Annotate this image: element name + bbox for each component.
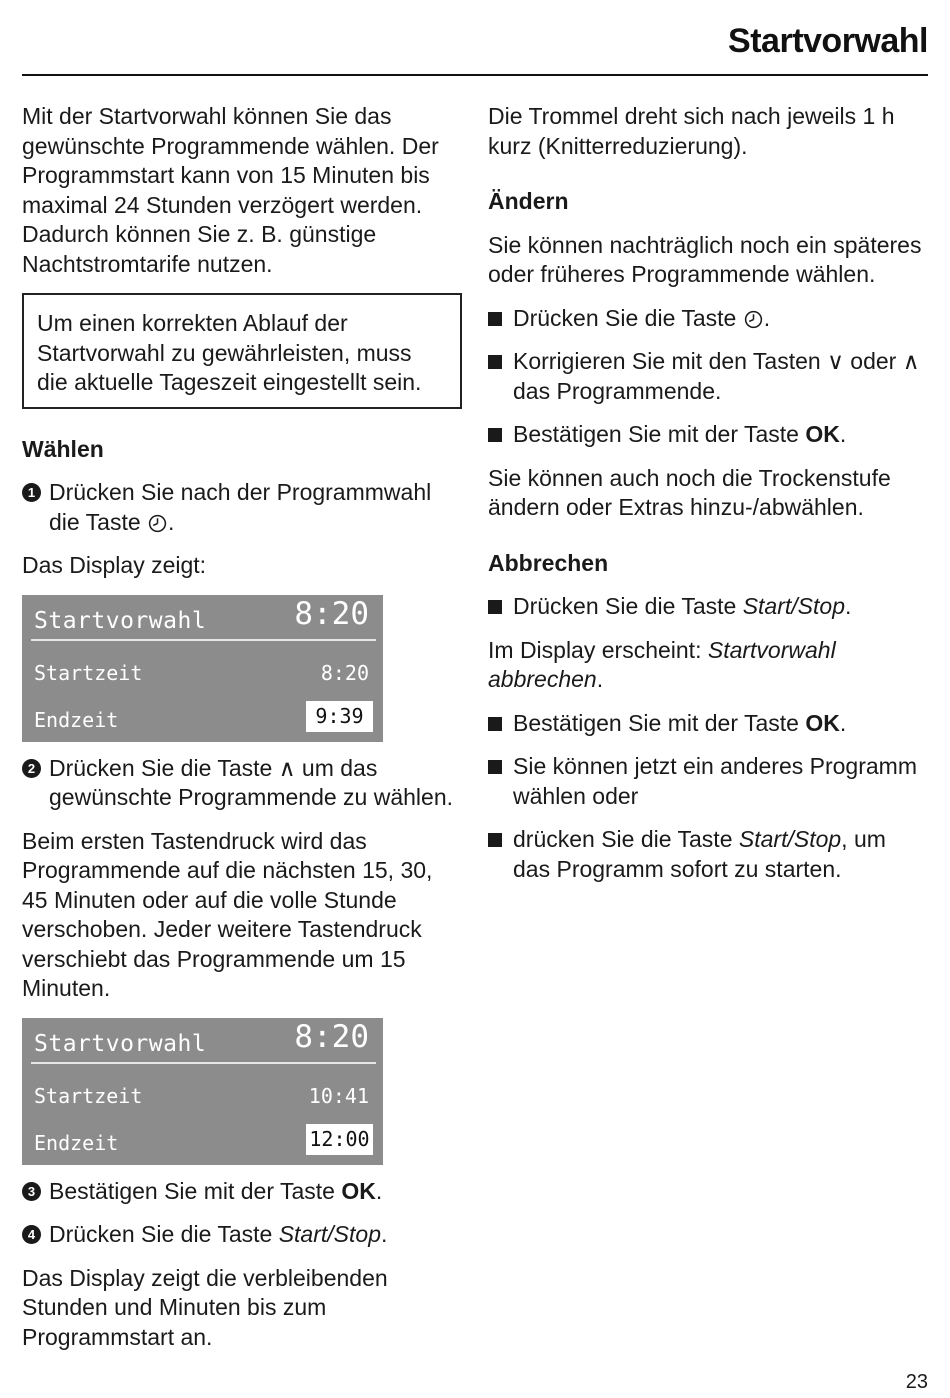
- bullet-square-icon: [488, 833, 502, 847]
- shift-paragraph: Beim ersten Tastendruck wird das Programmende auf die nächsten 15, 30, 45 Minuten oder auf die volle Stunde verschoben. Jeder weitere Tastendruck verschiebt das Programmende um 15 Minuten.: [22, 827, 433, 1001]
- left-column: [22, 102, 462, 1366]
- step-text: Drücken Sie die Taste Start/Stop.: [49, 1221, 388, 1247]
- list-item: [488, 420, 928, 450]
- step-4: [22, 1220, 462, 1250]
- bullet-square-icon: [488, 600, 502, 614]
- dry-paragraph: Sie können auch noch die Trockenstufe ändern oder Extras hinzu-/abwählen.: [488, 464, 891, 520]
- display-clock: 8:20: [294, 595, 369, 632]
- step-3: [22, 1177, 462, 1207]
- list-item: [488, 825, 928, 884]
- bullet-square-icon: [488, 312, 502, 326]
- bullet-text: Sie können jetzt ein anderes Programm wählen oder: [513, 753, 917, 809]
- step-number: 1: [22, 483, 41, 502]
- display-row-value: 8:20: [320, 660, 369, 685]
- page-title: Startvorwahl: [728, 22, 928, 60]
- clock-icon: [148, 514, 167, 533]
- display-screen-2: [22, 1018, 383, 1165]
- display-row-label: Startzeit: [34, 1083, 143, 1108]
- intro-paragraph: Mit der Startvorwahl können Sie das gewünschte Programmende wählen. Der Programmstart kann von 15 Minuten bis maximal 24 Stunden verzögert werden. Dadurch können Sie z. B. günstige Nachtstromtarife nutzen.: [22, 103, 439, 277]
- step-number: 3: [22, 1182, 41, 1201]
- change-paragraph: Sie können nachträglich noch ein späteres oder früheres Programmende wählen.: [488, 231, 922, 287]
- bullet-square-icon: [488, 428, 502, 442]
- display-clock: 8:20: [294, 1018, 369, 1055]
- display-screen-1: [22, 595, 383, 742]
- bullet-text: Korrigieren Sie mit den Tasten ∨ oder ∧ das Programmende.: [513, 348, 920, 404]
- heading-aendern: Ändern: [488, 188, 569, 214]
- step-number: 2: [22, 759, 41, 778]
- clock-icon: [744, 310, 763, 329]
- step-number: 4: [22, 1225, 41, 1244]
- display-row-label: Endzeit: [34, 707, 119, 732]
- bullet-text: drücken Sie die Taste Start/Stop, um das Programm sofort zu starten.: [513, 826, 886, 882]
- display-selected-value: 12:00: [306, 1124, 373, 1155]
- bullet-square-icon: [488, 717, 502, 731]
- list-item: [488, 709, 928, 739]
- note-text: Um einen korrekten Ablauf der Startvorwahl zu gewährleisten, muss die aktuelle Tageszeit eingestellt sein.: [37, 310, 422, 395]
- step-text: Drücken Sie die Taste ∧ um das gewünschte Programmende zu wählen.: [49, 754, 454, 810]
- display-row-label: Endzeit: [34, 1130, 119, 1155]
- display-row-label: Startzeit: [34, 660, 143, 685]
- list-item: [488, 592, 928, 622]
- display-message-paragraph: Im Display erscheint: Startvorwahl abbrechen.: [488, 636, 836, 692]
- list-item: [488, 347, 928, 406]
- heading-abbrechen: Abbrechen: [488, 549, 609, 576]
- page-number: 23: [905, 1371, 928, 1393]
- drum-paragraph: Die Trommel dreht sich nach jeweils 1 h kurz (Knitterreduzierung).: [488, 103, 895, 159]
- right-column: [488, 102, 928, 898]
- bullet-square-icon: [488, 355, 502, 369]
- bullet-text: Bestätigen Sie mit der Taste OK.: [513, 709, 847, 736]
- display-title: Startvorwahl: [34, 607, 207, 634]
- display-divider: [31, 1062, 376, 1064]
- remaining-paragraph: Das Display zeigt die verbleibenden Stunden und Minuten bis zum Programmstart an.: [22, 1264, 388, 1350]
- list-item: [488, 752, 928, 811]
- display-title: Startvorwahl: [34, 1030, 207, 1057]
- bullet-square-icon: [488, 760, 502, 774]
- note-box: [22, 293, 462, 409]
- list-item: [488, 304, 928, 334]
- display-row-value: 10:41: [308, 1083, 369, 1108]
- step-1: [22, 478, 462, 537]
- title-rule: [22, 74, 928, 76]
- display-divider: [31, 639, 376, 641]
- step-text: Drücken Sie nach der Programmwahl die Taste .: [49, 479, 432, 535]
- step-2: [22, 754, 462, 813]
- display-selected-value: 9:39: [306, 701, 373, 732]
- display-intro: Das Display zeigt:: [22, 552, 207, 578]
- heading-waehlen: Wählen: [22, 435, 104, 462]
- bullet-text: Drücken Sie die Taste .: [513, 304, 771, 331]
- bullet-text: Drücken Sie die Taste Start/Stop.: [513, 593, 852, 619]
- step-text: Bestätigen Sie mit der Taste OK.: [49, 1177, 383, 1204]
- bullet-text: Bestätigen Sie mit der Taste OK.: [513, 421, 847, 447]
